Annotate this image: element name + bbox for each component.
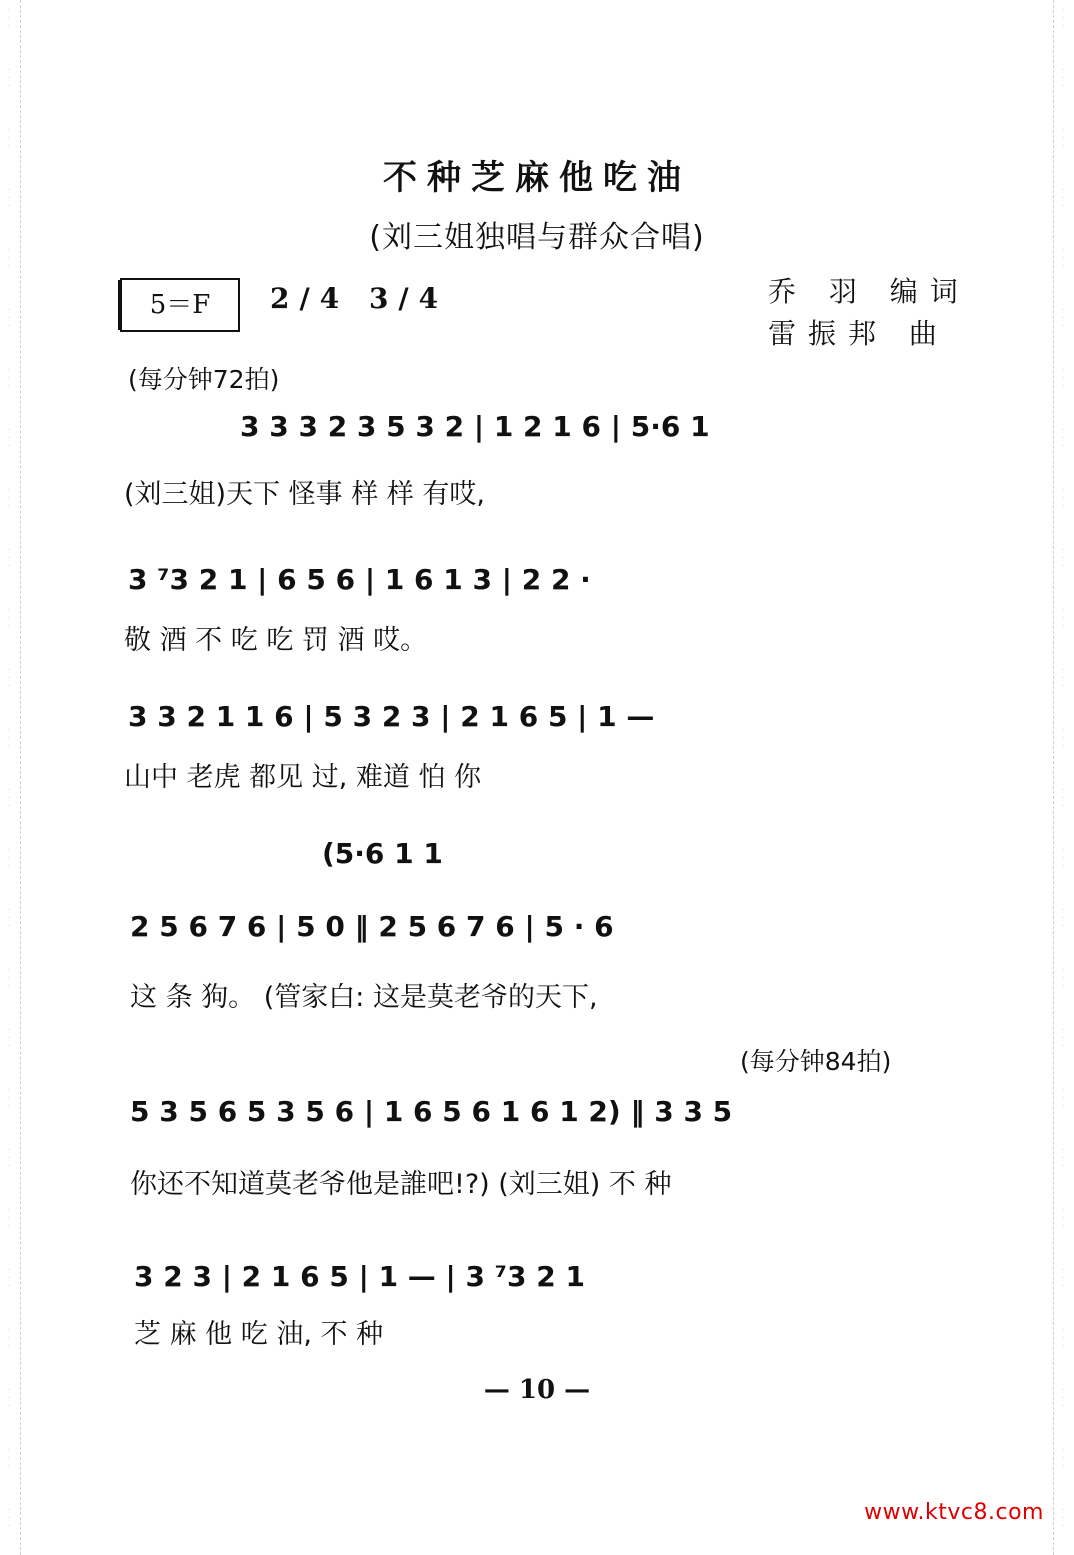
margin-mark: · · · bbox=[1061, 126, 1065, 150]
notation-upper-line-4: (5·6 1 1 bbox=[322, 837, 443, 870]
lyrics-line-5: 你还不知道莫老爷他是誰吧!?) (刘三姐) 不 种 bbox=[130, 1169, 672, 1200]
tempo-marking-84: (每分钟84拍) bbox=[740, 1047, 892, 1076]
notation-line-6: 3 2 3 | 2 1 6 5 | 1 — | 3 ⁷3 2 1 bbox=[134, 1260, 585, 1293]
margin-mark: · · · bbox=[7, 906, 11, 930]
lyrics-line-1: (刘三姐)天下 怪事 样 样 有哎, bbox=[124, 479, 485, 510]
notation-line-5: 5 3 5 6 5 3 5 6 | 1 6 5 6 1 6 1 2) ‖ 3 3 5 bbox=[130, 1095, 733, 1128]
margin-mark: · · · bbox=[1061, 1086, 1065, 1110]
margin-mark: · · · bbox=[7, 1326, 11, 1350]
notation-line-4: 2 5 6 7 6 | 5 0 ‖ 2 5 6 7 6 | 5 · 6 bbox=[130, 910, 614, 943]
margin-mark: · · · bbox=[1061, 1266, 1065, 1290]
margin-mark: · · · bbox=[7, 666, 11, 690]
margin-mark: · · · bbox=[7, 486, 11, 510]
margin-mark: · · · bbox=[1061, 6, 1065, 30]
margin-mark: · · · bbox=[7, 1086, 11, 1110]
margin-mark: · · · bbox=[1061, 426, 1065, 450]
margin-mark: · · · bbox=[7, 1206, 11, 1230]
margin-mark: · · · bbox=[1061, 966, 1065, 990]
lyrics-line-3: 山中 老虎 都见 过, 难道 怕 你 bbox=[124, 762, 482, 793]
margin-mark: · · · bbox=[7, 1506, 11, 1530]
song-title: 不种芝麻他吃油 bbox=[383, 158, 691, 198]
margin-mark: · · · bbox=[7, 606, 11, 630]
margin-mark: · · · bbox=[7, 126, 11, 150]
margin-mark: · · · bbox=[7, 426, 11, 450]
margin-mark: · · · bbox=[7, 66, 11, 90]
margin-mark: · · · bbox=[7, 966, 11, 990]
song-subtitle: (刘三姐独唱与群众合唱) bbox=[369, 220, 705, 255]
margin-mark: · · · bbox=[7, 306, 11, 330]
margin-mark: · · · bbox=[1061, 1506, 1065, 1530]
margin-mark: · · · bbox=[7, 786, 11, 810]
composer-credit: 雷振邦 曲 bbox=[768, 317, 949, 350]
notation-line-3: 3 3 2 1 1 6 | 5 3 2 3 | 2 1 6 5 | 1 — bbox=[128, 700, 655, 733]
margin-mark: · · · bbox=[7, 186, 11, 210]
margin-mark: · · · bbox=[7, 1446, 11, 1470]
margin-mark: · · · bbox=[1061, 606, 1065, 630]
margin-mark: · · · bbox=[7, 366, 11, 390]
margin-mark: · · · bbox=[1061, 846, 1065, 870]
margin-mark: · · · bbox=[1061, 906, 1065, 930]
margin-mark: · · · bbox=[7, 1386, 11, 1410]
tempo-marking-72: (每分钟72拍) bbox=[128, 365, 280, 394]
margin-mark: · · · bbox=[1061, 366, 1065, 390]
margin-mark: · · · bbox=[7, 1146, 11, 1170]
lyricist-credit: 乔 羽 编词 bbox=[768, 275, 970, 308]
time-signatures: 2/4 3/4 bbox=[270, 282, 449, 315]
notation-line-2: 3 ⁷3 2 1 | 6 5 6 | 1 6 1 3 | 2 2 · bbox=[128, 563, 591, 596]
site-watermark: www.ktvc8.com bbox=[864, 1500, 1044, 1525]
page-number: — 10 — bbox=[483, 1375, 591, 1405]
margin-mark: · · · bbox=[7, 846, 11, 870]
margin-mark: · · · bbox=[1061, 1386, 1065, 1410]
notation-line-1: 3 3 3 2 3 5 3 2 | 1 2 1 6 | 5·6 1 bbox=[240, 410, 710, 443]
margin-mark: · · · bbox=[1061, 186, 1065, 210]
lyrics-line-2: 敬 酒 不 吃 吃 罚 酒 哎。 bbox=[124, 625, 428, 656]
margin-mark: · · · bbox=[7, 1026, 11, 1050]
margin-mark: · · · bbox=[1061, 1146, 1065, 1170]
lyrics-line-4: 这 条 狗。 (管家白: 这是莫老爷的天下, bbox=[130, 982, 598, 1013]
margin-mark: · · · bbox=[1061, 1326, 1065, 1350]
margin-mark: · · · bbox=[1061, 246, 1065, 270]
margin-mark: · · · bbox=[1061, 306, 1065, 330]
margin-mark: · · · bbox=[1061, 546, 1065, 570]
margin-mark: · · · bbox=[7, 6, 11, 30]
margin-mark: · · · bbox=[1061, 1446, 1065, 1470]
margin-mark: · · · bbox=[7, 546, 11, 570]
margin-mark: · · · bbox=[7, 246, 11, 270]
margin-mark: · · · bbox=[1061, 66, 1065, 90]
margin-mark: · · · bbox=[1061, 786, 1065, 810]
margin-mark: · · · bbox=[1061, 486, 1065, 510]
margin-mark: · · · bbox=[1061, 666, 1065, 690]
margin-mark: · · · bbox=[1061, 726, 1065, 750]
key-signature-box: 5＝F bbox=[120, 278, 240, 332]
margin-mark: · · · bbox=[1061, 1026, 1065, 1050]
margin-mark: · · · bbox=[1061, 1206, 1065, 1230]
margin-mark: · · · bbox=[7, 1266, 11, 1290]
lyrics-line-6: 芝 麻 他 吃 油, 不 种 bbox=[134, 1319, 384, 1350]
margin-mark: · · · bbox=[7, 726, 11, 750]
